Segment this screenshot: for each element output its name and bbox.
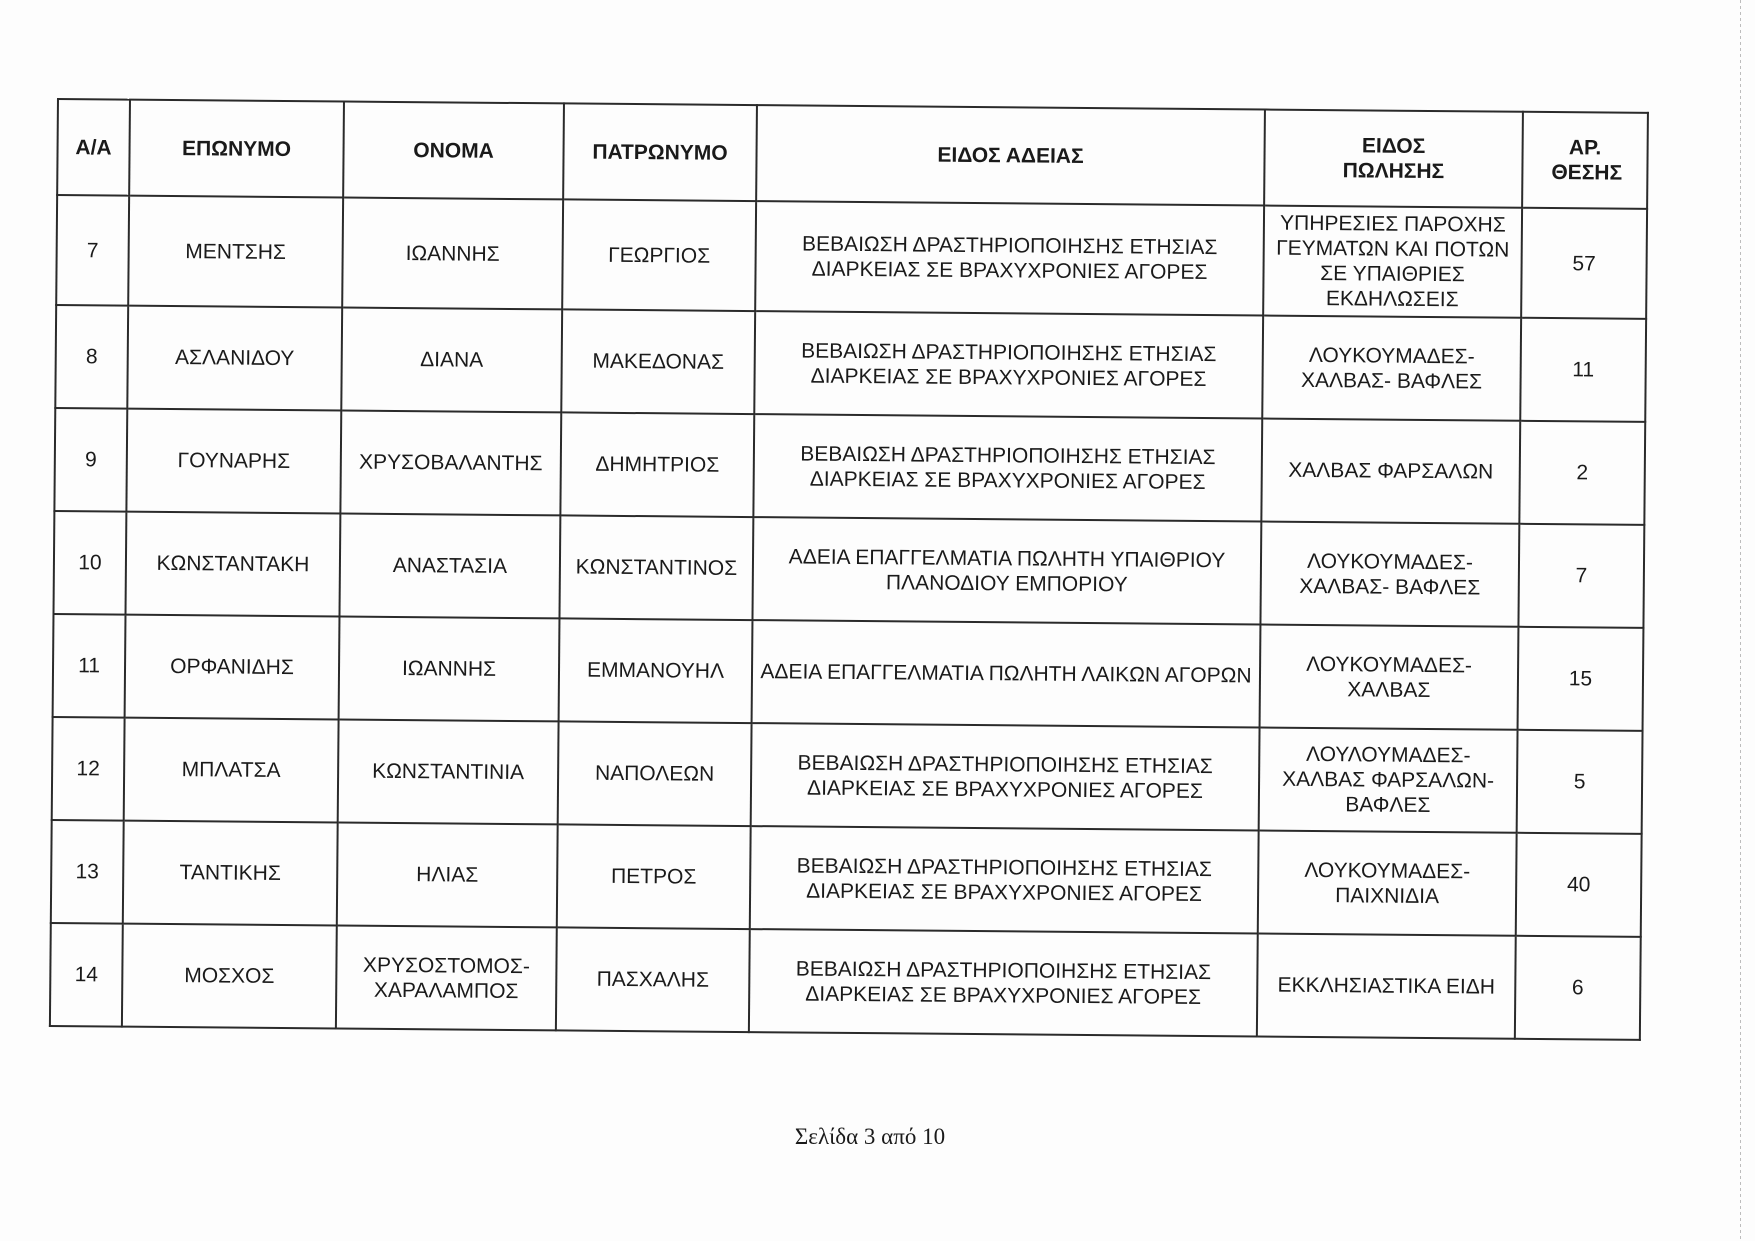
cell-sales-type: ΕΚΚΛΗΣΙΑΣΤΙΚΑ ΕΙΔΗ: [1257, 934, 1516, 1039]
header-name: ΟΝΟΜΑ: [343, 102, 564, 200]
cell-name: ΧΡΥΣΟΒΑΛΑΝΤΗΣ: [340, 410, 561, 515]
cell-patronymic: ΔΗΜΗΤΡΙΟΣ: [560, 412, 754, 517]
table-row: [56, 195, 1647, 319]
page-number-footer: Σελίδα 3 από 10: [794, 1124, 946, 1149]
cell-name: ΚΩΝΣΤΑΝΤΙΝΙΑ: [338, 719, 559, 824]
cell-aa: 8: [55, 305, 128, 409]
cell-permit-type: ΒΕΒΑΙΩΣΗ ΔΡΑΣΤΗΡΙΟΠΟΙΗΣΗΣ ΕΤΗΣΙΑΣ ΔΙΑΡΚΕΙΑΣ ΣΕ ΒΡΑΧΥΧΡΟΝΙΕΣ ΑΓΟΡΕΣ: [749, 929, 1258, 1036]
cell-name: ΙΩΑΝΝΗΣ: [339, 616, 560, 721]
header-sales-type: ΕΙΔΟΣ ΠΩΛΗΣΗΣ: [1264, 110, 1523, 208]
table-row: [55, 305, 1646, 422]
cell-surname: ΜΟΣΧΟΣ: [122, 924, 337, 1029]
cell-sales-type: ΛΟΥΚΟΥΜΑΔΕΣ- ΧΑΛΒΑΣ: [1260, 625, 1519, 730]
cell-surname: ΓΟΥΝΑΡΗΣ: [126, 409, 341, 514]
cell-permit-type: ΒΕΒΑΙΩΣΗ ΔΡΑΣΤΗΡΙΟΠΟΙΗΣΗΣ ΕΤΗΣΙΑΣ ΔΙΑΡΚΕΙΑΣ ΣΕ ΒΡΑΧΥΧΡΟΝΙΕΣ ΑΓΟΡΕΣ: [751, 723, 1260, 830]
cell-permit-type: ΒΕΒΑΙΩΣΗ ΔΡΑΣΤΗΡΙΟΠΟΙΗΣΗΣ ΕΤΗΣΙΑΣ ΔΙΑΡΚΕΙΑΣ ΣΕ ΒΡΑΧΥΧΡΟΝΙΕΣ ΑΓΟΡΕΣ: [753, 414, 1262, 521]
cell-position-number: 2: [1519, 421, 1645, 525]
cell-permit-type: ΑΔΕΙΑ ΕΠΑΓΓΕΛΜΑΤΙΑ ΠΩΛΗΤΗ ΛΑΙΚΩΝ ΑΓΟΡΩΝ: [752, 620, 1261, 727]
cell-name: ΔΙΑΝΑ: [341, 307, 562, 412]
cell-aa: 11: [53, 614, 126, 718]
cell-aa: 7: [56, 195, 129, 306]
header-row: [57, 99, 1648, 209]
cell-position-number: 7: [1518, 524, 1644, 628]
cell-sales-type: ΛΟΥΚΟΥΜΑΔΕΣ- ΧΑΛΒΑΣ- ΒΑΦΛΕΣ: [1262, 316, 1521, 421]
cell-surname: ΟΡΦΑΝΙΔΗΣ: [125, 615, 340, 720]
cell-name: ΧΡΥΣΟΣΤΟΜΟΣ- ΧΑΡΑΛΑΜΠΟΣ: [336, 925, 557, 1030]
table-body: [50, 195, 1647, 1040]
cell-name: ΑΝΑΣΤΑΣΙΑ: [339, 513, 560, 618]
cell-surname: ΤΑΝΤΙΚΗΣ: [123, 821, 338, 926]
cell-surname: ΜΠΛΑΤΣΑ: [124, 718, 339, 823]
table-row: [53, 614, 1644, 731]
permits-table-container: [49, 98, 1647, 1041]
cell-patronymic: ΜΑΚΕΔΟΝΑΣ: [561, 309, 755, 414]
cell-sales-type: ΛΟΥΚΟΥΜΑΔΕΣ- ΧΑΛΒΑΣ- ΒΑΦΛΕΣ: [1260, 522, 1519, 627]
table-header: [57, 99, 1648, 209]
cell-sales-type: ΛΟΥΚΟΥΜΑΔΕΣ- ΠΑΙΧΝΙΔΙΑ: [1258, 831, 1517, 936]
cell-permit-type: ΒΕΒΑΙΩΣΗ ΔΡΑΣΤΗΡΙΟΠΟΙΗΣΗΣ ΕΤΗΣΙΑΣ ΔΙΑΡΚΕΙΑΣ ΣΕ ΒΡΑΧΥΧΡΟΝΙΕΣ ΑΓΟΡΕΣ: [754, 311, 1263, 418]
cell-permit-type: ΒΕΒΑΙΩΣΗ ΔΡΑΣΤΗΡΙΟΠΟΙΗΣΗΣ ΕΤΗΣΙΑΣ ΔΙΑΡΚΕΙΑΣ ΣΕ ΒΡΑΧΥΧΡΟΝΙΕΣ ΑΓΟΡΕΣ: [750, 826, 1259, 933]
table-row: [52, 717, 1643, 834]
cell-patronymic: ΓΕΩΡΓΙΟΣ: [562, 199, 756, 311]
cell-position-number: 5: [1517, 730, 1643, 834]
cell-permit-type: ΑΔΕΙΑ ΕΠΑΓΓΕΛΜΑΤΙΑ ΠΩΛΗΤΗ ΥΠΑΙΘΡΙΟΥ ΠΛΑΝΟΔΙΟΥ ΕΜΠΟΡΙΟΥ: [752, 517, 1261, 624]
permits-table: [49, 98, 1649, 1041]
cell-aa: 14: [50, 923, 123, 1027]
header-position-number: ΑΡ. ΘΕΣΗΣ: [1522, 112, 1648, 209]
cell-aa: 9: [54, 408, 127, 512]
cell-sales-type: ΥΠΗΡΕΣΙΕΣ ΠΑΡΟΧΗΣ ΓΕΥΜΑΤΩΝ ΚΑΙ ΠΟΤΩΝ ΣΕ ΥΠΑΙΘΡΙΕΣ ΕΚΔΗΛΩΣΕΙΣ: [1263, 206, 1522, 318]
table-row: [50, 923, 1641, 1040]
header-aa: Α/Α: [57, 99, 130, 196]
cell-patronymic: ΕΜΜΑΝΟΥΗΛ: [559, 618, 753, 723]
cell-patronymic: ΚΩΝΣΤΑΝΤΙΝΟΣ: [559, 515, 753, 620]
cell-permit-type: ΒΕΒΑΙΩΣΗ ΔΡΑΣΤΗΡΙΟΠΟΙΗΣΗΣ ΕΤΗΣΙΑΣ ΔΙΑΡΚΕΙΑΣ ΣΕ ΒΡΑΧΥΧΡΟΝΙΕΣ ΑΓΟΡΕΣ: [755, 201, 1264, 315]
cell-sales-type: ΧΑΛΒΑΣ ΦΑΡΣΑΛΩΝ: [1261, 419, 1520, 524]
cell-sales-type: ΛΟΥΛΟΥΜΑΔΕΣ- ΧΑΛΒΑΣ ΦΑΡΣΑΛΩΝ- ΒΑΦΛΕΣ: [1259, 728, 1518, 833]
cell-surname: ΚΩΝΣΤΑΝΤΑΚΗ: [125, 512, 340, 617]
header-permit-type: ΕΙΔΟΣ ΑΔΕΙΑΣ: [756, 105, 1265, 205]
cell-patronymic: ΠΕΤΡΟΣ: [557, 824, 751, 929]
header-surname: ΕΠΩΝΥΜΟ: [129, 100, 344, 198]
cell-position-number: 15: [1518, 627, 1644, 731]
table-row: [51, 820, 1642, 937]
table-row: [54, 408, 1645, 525]
scan-edge-line: [1740, 0, 1741, 1241]
cell-surname: ΑΣΛΑΝΙΔΟΥ: [127, 306, 342, 411]
cell-position-number: 6: [1515, 936, 1641, 1040]
cell-surname: ΜΕΝΤΣΗΣ: [128, 196, 343, 308]
cell-position-number: 11: [1520, 318, 1646, 422]
cell-position-number: 40: [1516, 833, 1642, 937]
cell-patronymic: ΠΑΣΧΑΛΗΣ: [556, 927, 750, 1032]
cell-aa: 10: [53, 511, 126, 615]
header-patronymic: ΠΑΤΡΩΝΥΜΟ: [563, 103, 757, 201]
cell-aa: 12: [52, 717, 125, 821]
cell-patronymic: ΝΑΠΟΛΕΩΝ: [558, 721, 752, 826]
cell-aa: 13: [51, 820, 124, 924]
cell-name: ΗΛΙΑΣ: [337, 822, 558, 927]
table-row: [53, 511, 1644, 628]
cell-position-number: 57: [1521, 208, 1647, 319]
cell-name: ΙΩΑΝΝΗΣ: [342, 198, 563, 310]
